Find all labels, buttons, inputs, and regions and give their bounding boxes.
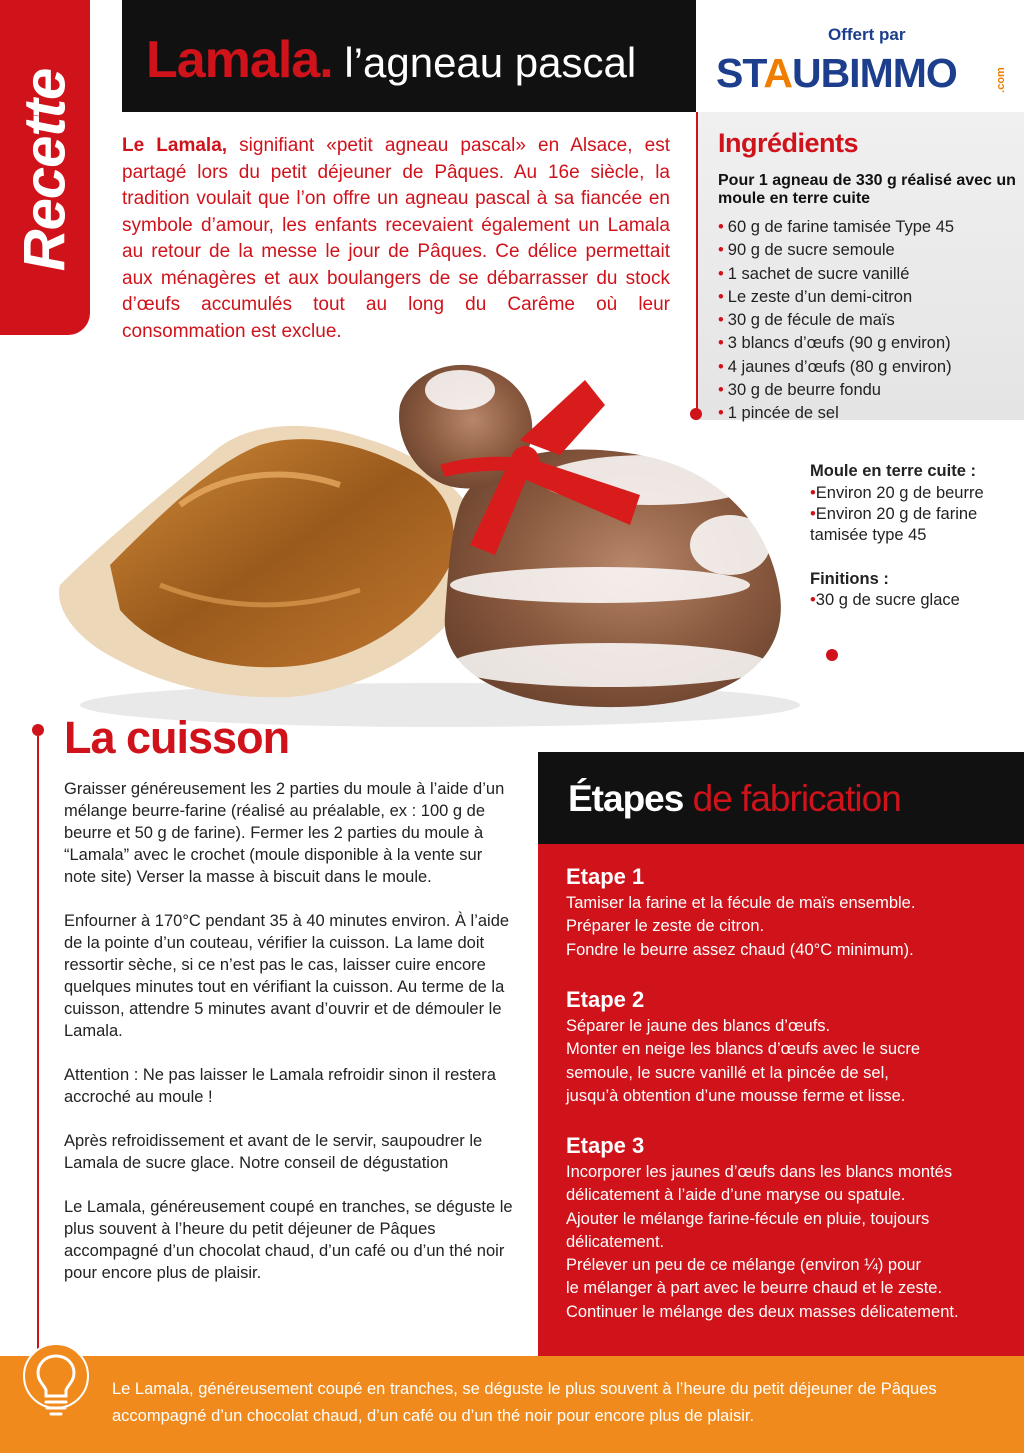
ingredient-item: • 1 pincée de sel bbox=[718, 402, 954, 425]
step-title: Etape 2 bbox=[566, 987, 645, 1012]
ingredient-item: • 30 g de fécule de maïs bbox=[718, 309, 954, 332]
ingredient-item: • 90 g de sucre semoule bbox=[718, 239, 954, 262]
brand-name bbox=[716, 50, 957, 97]
intro-text: signifiant «petit agneau pascal» en Alsace, est partagé lors du petit déjeuner de Pâques. Au 16e siècle, la tradition voulait que l’on offre un agneau pascal à sa fiancée en symbole d’amour, les enfants recevaient également un Lamala au retour de la messe le jour de Pâques. Ce délice permettait aux ménagères et aux boulangers de se débarrasser du stock d’œufs accumulés tout au long du Carême où leur consommation est exclue. bbox=[122, 135, 670, 342]
ingredients-subtitle: Pour 1 agneau de 330 g réalisé avec un moule en terre cuite bbox=[718, 172, 1016, 207]
step-title: Etape 1 bbox=[566, 864, 645, 889]
step-line: Séparer le jaune des blancs d’œufs. bbox=[566, 1017, 831, 1035]
cuisson-paragraph: Attention : Ne pas laisser le Lamala refroidir sinon il restera accroché au moule ! bbox=[64, 1066, 496, 1106]
lightbulb-icon bbox=[22, 1342, 90, 1432]
ingredient-item: • 3 blancs d’œufs (90 g environ) bbox=[718, 332, 954, 355]
cuisson-title: La cuisson bbox=[64, 712, 290, 763]
offered-by-label: Offert par bbox=[828, 25, 906, 44]
etapes-title-rest: de fabrication bbox=[683, 778, 901, 819]
step-3 bbox=[566, 1133, 1006, 1324]
intro-paragraph bbox=[122, 133, 670, 345]
step-line: délicatement à l’aide d’une maryse ou spatule. bbox=[566, 1186, 906, 1205]
cuisson-paragraph: Le Lamala, généreusement coupé en tranches, se déguste le plus souvent à l’heure du petit déjeuner de Pâques accompagné d’un chocolat chaud, d’un café ou d’un thé noir pour encore plus de plaisir. bbox=[64, 1198, 513, 1282]
cuisson-paragraph: Graisser généreusement les 2 parties du moule à l’aide d’un mélange beurre-farine (réalisé au préalable, ex : 100 g de beurre et 50 g de farine). Fermer les 2 parties du moule à “Lamala” avec le crochet (moule disponible à la vente sur note site) Verser la masse à biscuit dans le moule. bbox=[64, 780, 505, 886]
step-line: Préparer le zeste de citron. bbox=[566, 917, 765, 936]
mould-item: • Environ 20 g de farine tamisée type 45 bbox=[810, 504, 1020, 546]
finishing-bullet-dot bbox=[826, 649, 838, 661]
finishing-title: Finitions : bbox=[810, 570, 889, 588]
ingredient-item: • 30 g de beurre fondu bbox=[718, 379, 954, 402]
sponsor-logo[interactable] bbox=[700, 20, 1010, 100]
ingredient-item: • Le zeste d’un demi-citron bbox=[718, 286, 954, 309]
mould-section bbox=[810, 462, 1020, 546]
step-line: délicatement. bbox=[566, 1232, 665, 1251]
intro-lead: Le Lamala, bbox=[122, 135, 228, 156]
finishing-section bbox=[810, 570, 1020, 610]
recette-label: Recette bbox=[12, 68, 78, 272]
step-2 bbox=[566, 987, 1006, 1108]
title-main: Lamala. bbox=[146, 31, 333, 89]
mould-title: Moule en terre cuite : bbox=[810, 462, 976, 480]
title-bar bbox=[122, 0, 696, 112]
step-line: Incorporer les jaunes d’œufs dans les blancs montés bbox=[566, 1163, 953, 1181]
brand-suffix: .com bbox=[994, 67, 1007, 93]
step-line: Continuer le mélange des deux masses délicatement. bbox=[566, 1302, 959, 1321]
page-title bbox=[146, 30, 636, 90]
step-line: Fondre le beurre assez chaud (40°C minimum). bbox=[566, 940, 914, 959]
step-title: Etape 3 bbox=[566, 1133, 645, 1158]
step-line: jusqu’à obtention d’une mousse ferme et lisse. bbox=[566, 1086, 906, 1105]
step-1 bbox=[566, 864, 1006, 962]
ingredients-title: Ingrédients bbox=[718, 128, 859, 158]
lamala-cake-photo bbox=[40, 345, 810, 735]
cuisson-paragraph: Enfourner à 170°C pendant 35 à 40 minutes environ. À l’aide de la pointe d’un couteau, vérifier la cuisson. La lame doit ressortir sèche, si ce n’est pas le cas, laisser cuire encore quelques minutes tout en vérifiant la cuisson. Au terme de la cuisson, attendre 5 minutes avant d’ouvrir et de démouler le Lamala. bbox=[64, 912, 510, 1040]
recette-side-tab bbox=[0, 0, 90, 335]
cuisson-paragraph: Après refroidissement et avant de le servir, saupoudrer le Lamala de sucre glace. Notre conseil de dégustation bbox=[64, 1132, 483, 1172]
mould-item: • Environ 20 g de beurre bbox=[810, 483, 1020, 504]
cuisson-bullet-dot bbox=[32, 724, 44, 736]
etapes-title bbox=[568, 778, 901, 820]
step-line: semoule, le sucre vanillé et la pincée de sel, bbox=[566, 1063, 889, 1082]
cuisson-divider bbox=[37, 736, 39, 1356]
ingredient-item: • 1 sachet de sucre vanillé bbox=[718, 263, 954, 286]
step-line: Prélever un peu de ce mélange (environ ¼) pour bbox=[566, 1256, 921, 1275]
etapes-header bbox=[538, 752, 1024, 844]
ingredient-item: • 60 g de farine tamisée Type 45 bbox=[718, 216, 954, 239]
step-line: Monter en neige les blancs d’œufs avec le sucre bbox=[566, 1040, 921, 1059]
tip-text: Le Lamala, généreusement coupé en tranches, se déguste le plus souvent à l’heure du petit déjeuner de Pâques accompagné d’un chocolat chaud, d’un café ou d’un thé noir pour encore plus de plaisir. bbox=[112, 1380, 937, 1425]
step-line: Ajouter le mélange farine-fécule en pluie, toujours bbox=[566, 1209, 930, 1228]
title-rest: l’agneau pascal bbox=[332, 39, 637, 86]
step-line: le mélanger à part avec le beurre chaud et le zeste. bbox=[566, 1279, 943, 1298]
brand-accent: A bbox=[763, 50, 792, 96]
brand-part2: UBIMMO bbox=[791, 50, 957, 96]
cuisson-text bbox=[64, 778, 514, 1306]
brand-part1: ST bbox=[716, 50, 764, 96]
etapes-title-bold: Étapes bbox=[568, 778, 684, 819]
finishing-item: • 30 g de sucre glace bbox=[810, 591, 1020, 610]
step-line: Tamiser la farine et la fécule de maïs ensemble. bbox=[566, 894, 916, 912]
ingredient-item: • 4 jaunes d’œufs (80 g environ) bbox=[718, 356, 954, 379]
